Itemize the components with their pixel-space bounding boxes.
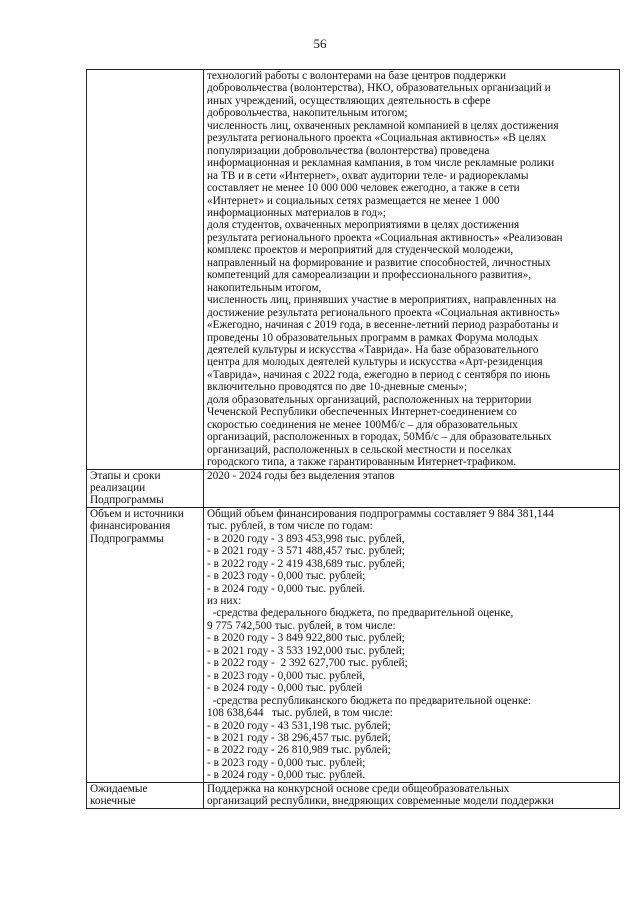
- row-label-line: Этапы и сроки: [90, 469, 161, 482]
- row-label-line: финансирования: [90, 520, 171, 533]
- content-line: - в 2021 году - 38 296,457 тыс. рублей;: [207, 732, 391, 745]
- content-line: - в 2024 году - 0,000 тыс. рублей: [207, 682, 363, 695]
- row-label-line: Объем и источники: [90, 507, 184, 520]
- content-line: доля студентов, охваченных мероприятиями в целях достижения: [207, 219, 520, 232]
- content-line: доля образовательных организаций, расположенных на территории: [207, 393, 532, 406]
- content-line: - в 2020 году - 3 849 922,800 тыс. рублей;: [207, 632, 405, 645]
- content-line: - в 2022 году - 2 419 438,689 тыс. рублей;: [207, 557, 405, 570]
- content-line: -средства федерального бюджета, по предварительной оценке,: [207, 607, 514, 620]
- content-line: численность лиц, охваченных рекламной компанией в целях достижения: [207, 119, 559, 132]
- content-line: достижение результата регионального проекта «Социальная активность»: [207, 306, 561, 319]
- content-line: - в 2022 году - 2 392 627,700 тыс. рублей;: [207, 657, 408, 670]
- row-content-cell: [204, 70, 620, 470]
- content-line: добровольчества, накопительным итогом;: [207, 107, 408, 120]
- content-line: - в 2023 году - 0,000 тыс. рублей;: [207, 756, 366, 769]
- content-line: 9 775 742,500 тыс. рублей, в том числе:: [207, 619, 396, 632]
- content-line: центра для молодых деятелей культуры и искусства «Арт-резиденция: [207, 356, 543, 369]
- table-row: [87, 507, 620, 782]
- content-line: направленный на формирование и развитие способностей, личностных: [207, 256, 551, 269]
- row-label-cell: [87, 782, 204, 808]
- row-label-cell: [87, 469, 204, 507]
- content-line: проведены 10 образовательных программ в рамках Форума молодых: [207, 331, 539, 344]
- content-line: организаций республики, внедряющих современные модели поддержки: [207, 795, 554, 808]
- content-line: городского типа, а также гарантированным Интернет-трафиком.: [207, 456, 517, 469]
- content-line: - в 2023 году - 0,000 тыс. рублей,: [207, 669, 366, 682]
- row-label-line: Подпрограммы: [90, 494, 164, 507]
- content-line: иных учреждений, осуществляющих деятельность в сфере: [207, 94, 491, 107]
- row-content-cell: [204, 507, 620, 782]
- row-label-cell: [87, 70, 204, 470]
- content-line: деятелей культуры и искусства «Таврида». На базе образовательного: [207, 343, 539, 356]
- content-line: «Таврида», начиная с 2022 года, ежегодно в период с сентября по июнь: [207, 368, 551, 381]
- content-line: 108 638,644 тыс. рублей, в том числе:: [207, 707, 393, 720]
- content-line: - в 2022 году - 26 810,989 тыс. рублей;: [207, 744, 391, 757]
- subprogram-passport-table: [86, 69, 620, 809]
- content-line: компетенций для самореализации и профессионального развития»,: [207, 269, 532, 282]
- content-line: - в 2024 году - 0,000 тыс. рублей.: [207, 769, 366, 782]
- content-line: комплекс проектов и мероприятий для студенческой молодежи,: [207, 244, 514, 257]
- content-line: - в 2020 году - 43 531,198 тыс. рублей;: [207, 719, 391, 732]
- content-line: численность лиц, принявших участие в мероприятиях, направленных на: [207, 294, 557, 307]
- row-label-line: Ожидаемые: [90, 782, 148, 795]
- content-line: «Ежегодно, начиная с 2019 года, в весенне-летний период разработаны и: [207, 319, 559, 332]
- content-line: - в 2023 году - 0,000 тыс. рублей;: [207, 570, 366, 583]
- content-line: «Интернет» и социальных сетях размещается не менее 1 000: [207, 194, 500, 207]
- row-label-line: конечные: [90, 795, 136, 808]
- row-label-cell: [87, 507, 204, 782]
- content-line: информационных материалов в год»;: [207, 206, 386, 219]
- content-line: Чеченской Республики обеспеченных Интернет-соединением со: [207, 406, 517, 419]
- content-line: -средства республиканского бюджета по предварительной оценке:: [207, 694, 532, 707]
- content-line: на ТВ и в сети «Интернет», охват аудитории теле- и радиорекламы: [207, 169, 529, 182]
- content-line: популяризации добровольчества (волонтерства) проведена: [207, 144, 490, 157]
- content-line: информационная и рекламная кампания, в том числе рекламные ролики: [207, 157, 555, 170]
- content-line: Общий объем финансирования подпрограммы составляет 9 884 381,144: [207, 507, 554, 520]
- content-line: 2020 - 2024 годы без выделения этапов: [207, 469, 395, 482]
- content-line: результата регионального проекта «Социальная активность» «Реализован: [207, 231, 563, 244]
- content-line: - в 2021 году - 3 533 192,000 тыс. рублей;: [207, 644, 405, 657]
- row-label-line: реализации: [90, 481, 146, 494]
- content-line: включительно проводятся по две 10-дневные смены»;: [207, 381, 468, 394]
- content-line: накопительным итогом,: [207, 281, 322, 294]
- content-line: добровольчества (волонтерства), НКО, образовательных организаций и: [207, 82, 551, 95]
- content-line: составляет не менее 10 000 000 человек ежегодно, а также в сети: [207, 182, 520, 195]
- content-line: - в 2021 году - 3 571 488,457 тыс. рублей;: [207, 545, 405, 558]
- content-line: организаций, расположенных в сельской местности и поселках: [207, 443, 512, 456]
- table-row: [87, 782, 620, 808]
- table-row: [87, 469, 620, 507]
- content-line: Поддержка на конкурсной основе среди общеобразовательных: [207, 782, 510, 795]
- content-line: - в 2020 году - 3 893 453,998 тыс. рублей,: [207, 532, 405, 545]
- content-line: организаций, расположенных в городах, 50Мб/с – для образовательных: [207, 431, 552, 444]
- content-line: результата регионального проекта «Социальная активность» «В целях: [207, 132, 547, 145]
- row-label-line: Подпрограммы: [90, 532, 164, 545]
- page-number: 56: [313, 36, 327, 51]
- row-content-cell: [204, 782, 620, 808]
- content-line: из них:: [207, 595, 242, 608]
- content-line: - в 2024 году - 0,000 тыс. рублей.: [207, 582, 366, 595]
- row-content-cell: [204, 469, 620, 507]
- content-line: технологий работы с волонтерами на базе центров поддержки: [207, 70, 507, 82]
- content-line: скоростью соединения не менее 100Мб/с – для образовательных: [207, 418, 518, 431]
- content-line: тыс. рублей, в том числе по годам:: [207, 520, 373, 533]
- table-row: [87, 70, 620, 470]
